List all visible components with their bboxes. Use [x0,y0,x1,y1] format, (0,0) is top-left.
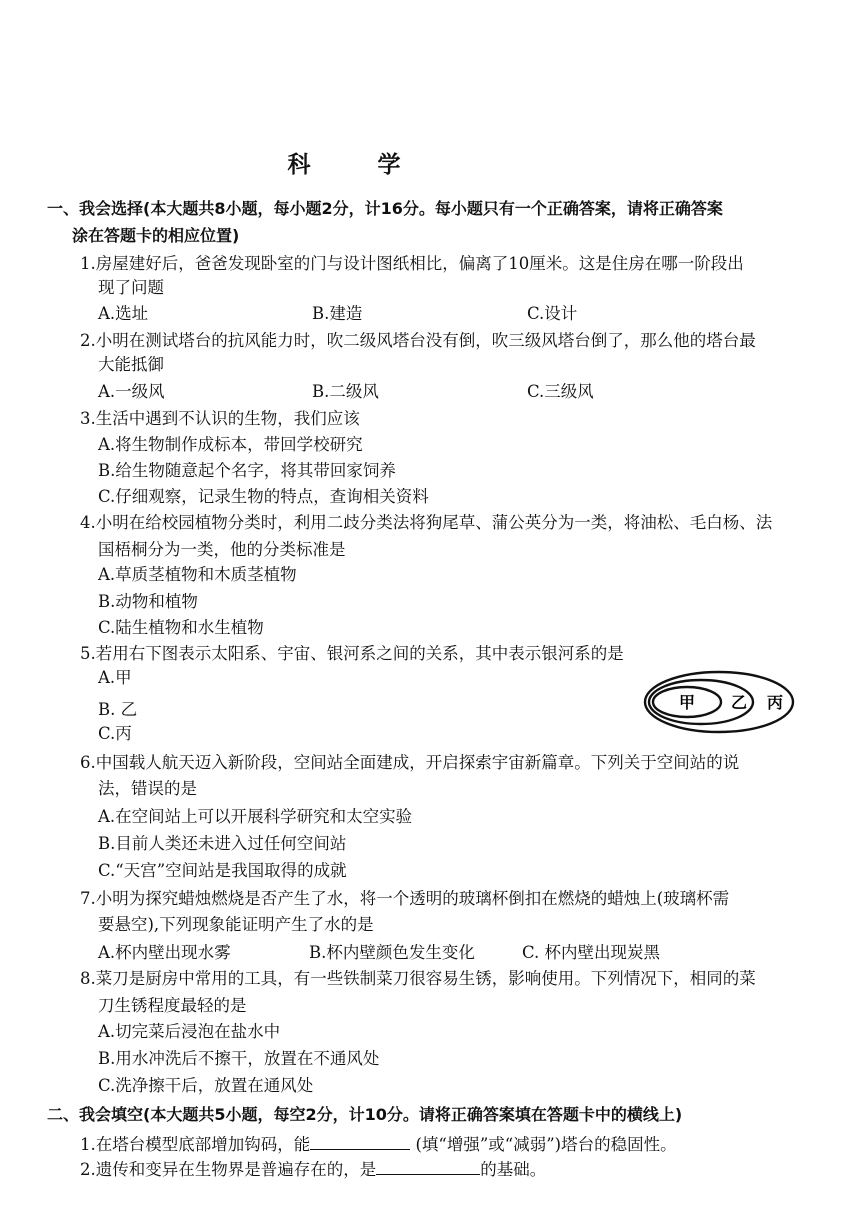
question-7-option-b: B.杯内壁颜色发生变化 [309,943,475,962]
question-4-option-c: C.陆生植物和水生植物 [98,618,264,637]
question-1-option-a: A.选址 [98,304,149,323]
question-2-option-c: C.三级风 [527,382,594,401]
question-2-stem-cont: 大能抵御 [98,355,164,374]
question-6-stem-cont: 法，错误的是 [98,779,197,798]
question-8-option-b: B.用水冲洗后不擦干，放置在不通风处 [98,1049,380,1068]
diagram-label-bing: 丙 [766,693,784,712]
fill-question-2-blank[interactable] [376,1158,480,1175]
question-4-option-b: B.动物和植物 [98,592,198,611]
question-5-option-c: C.丙 [98,724,132,743]
question-8-stem: 8.菜刀是厨房中常用的工具，有一些铁制菜刀很容易生锈，影响使用。下列情况下，相同的菜 [80,969,756,988]
question-3-stem: 3.生活中遇到不认识的生物，我们应该 [80,409,360,428]
question-2-option-b: B.二级风 [312,382,379,401]
question-6-stem: 6.中国载人航天迈入新阶段，空间站全面建成，开启探索宇宙新篇章。下列关于空间站的说 [80,753,740,772]
question-5-option-a: A.甲 [98,668,132,687]
question-8-option-c: C.洗净擦干后，放置在通风处 [98,1076,314,1095]
fill-question-1 [80,1133,677,1155]
question-4-stem: 4.小明在给校园植物分类时，利用二歧分类法将狗尾草、蒲公英分为一类，将油松、毛白杨、法 [80,513,773,532]
fill-question-2-text-a: 2.遗传和变异在生物界是普遍存在的，是 [80,1160,377,1179]
question-8-option-a: A.切完菜后浸泡在盐水中 [98,1022,281,1041]
page-title: 科 学 [287,152,423,178]
question-2-option-a: A.一级风 [98,382,165,401]
question-7-option-c: C. 杯内壁出现炭黑 [522,943,661,962]
question-7-option-a: A.杯内壁出现水雾 [98,943,231,962]
section2-heading: 二、我会填空(本大题共5小题，每空2分，计10分。请将正确答案填在答题卡中的横线上) [47,1105,683,1124]
question-7-stem-cont: 要悬空),下列现象能证明产生了水的是 [98,915,374,934]
question-3-option-b: B.给生物随意起个名字，将其带回家饲养 [98,461,396,480]
question-4-stem-cont: 国梧桐分为一类，他的分类标准是 [98,540,346,559]
fill-question-2 [80,1158,546,1180]
section1-heading-cont: 涂在答题卡的相应位置) [72,226,240,245]
question-1-stem-cont: 现了问题 [98,278,164,297]
question-6-option-b: B.目前人类还未进入过任何空间站 [98,834,347,853]
question-8-stem-cont: 刀生锈程度最轻的是 [98,996,247,1015]
question-5-option-b: B. 乙 [98,700,138,719]
diagram-label-yi: 乙 [730,693,748,712]
diagram-label-jia: 甲 [678,693,696,712]
question-6-option-c: C.“天宫”空间站是我国取得的成就 [98,861,347,880]
fill-question-2-text-b: 的基础。 [480,1160,547,1179]
question-7-stem: 7.小明为探究蜡烛燃烧是否产生了水，将一个透明的玻璃杯倒扣在燃烧的蜡烛上(玻璃杯需 [80,889,730,908]
fill-question-1-text-b: (填“增强”或“减弱”)塔台的稳固性。 [415,1135,677,1154]
question-6-option-a: A.在空间站上可以开展科学研究和太空实验 [98,807,413,826]
question-5-stem: 5.若用右下图表示太阳系、宇宙、银河系之间的关系，其中表示银河系的是 [80,644,624,663]
question-3-option-a: A.将生物制作成标本，带回学校研究 [98,435,363,454]
question-1-option-c: C.设计 [527,304,578,323]
fill-question-1-text-a: 1.在塔台模型底部增加钩码，能 [80,1135,311,1154]
question-1-stem: 1.房屋建好后，爸爸发现卧室的门与设计图纸相比，偏离了10厘米。这是住房在哪一阶段出 [80,254,744,273]
question-1-option-b: B.建造 [312,304,363,323]
fill-question-1-blank[interactable] [310,1133,410,1150]
question-4-option-a: A.草质茎植物和木质茎植物 [98,565,297,584]
question-3-option-c: C.仔细观察，记录生物的特点，查询相关资料 [98,487,429,506]
section1-heading: 一、我会选择(本大题共8小题，每小题2分，计16分。每小题只有一个正确答案，请将正确答案 [47,199,723,218]
nested-ellipse-diagram [643,670,795,738]
question-2-stem: 2.小明在测试塔台的抗风能力时，吹二级风塔台没有倒，吹三级风塔台倒了，那么他的塔台最 [80,331,756,350]
